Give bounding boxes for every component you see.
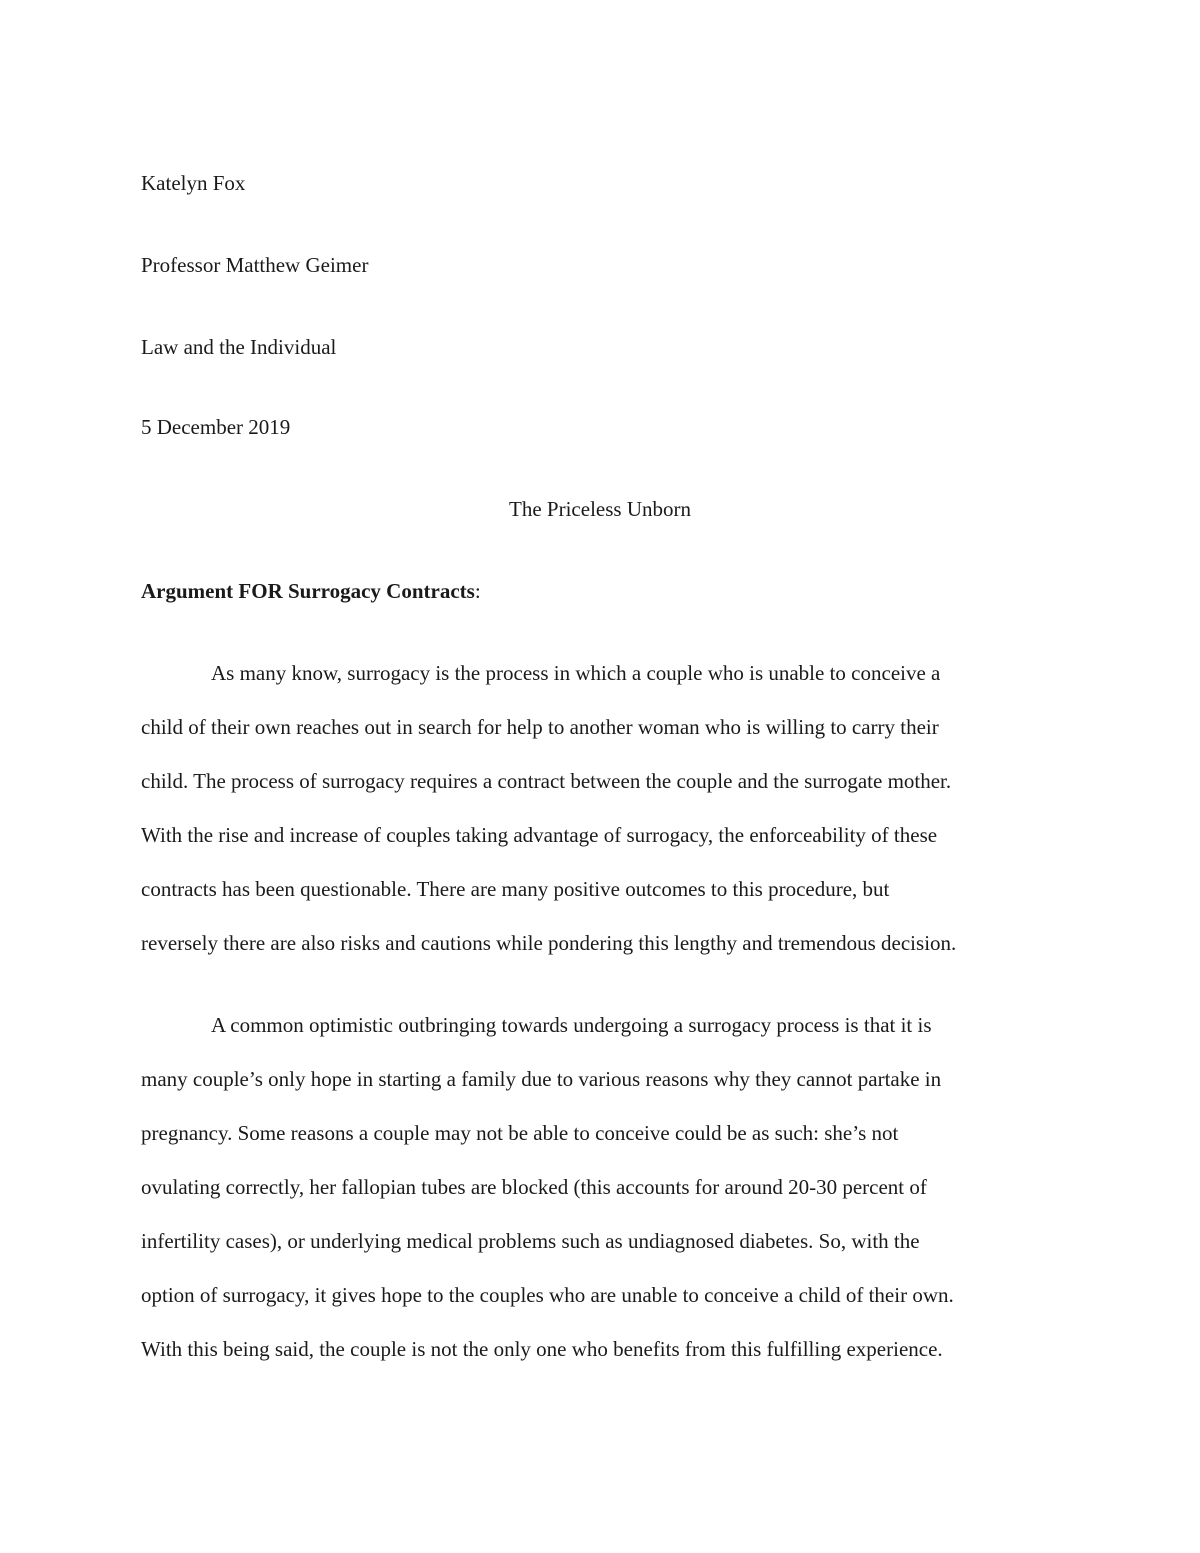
paragraph-line: infertility cases), or underlying medical problems such as undiagnosed diabetes. So, with the (141, 1229, 920, 1253)
paragraph-line: many couple’s only hope in starting a family due to various reasons why they cannot partake in (141, 1067, 942, 1091)
course-name: Law and the Individual (141, 335, 337, 359)
section-heading (141, 578, 481, 605)
section-heading-text: Argument FOR Surrogacy Contracts (141, 579, 475, 603)
paragraph-line: ovulating correctly, her fallopian tubes are blocked (this accounts for around 20-30 percent of (141, 1175, 927, 1199)
paragraph-line: With this being said, the couple is not the only one who benefits from this fulfilling experience. (141, 1337, 943, 1361)
section-heading-colon: : (474, 579, 481, 603)
paragraph-line: pregnancy. Some reasons a couple may not be able to conceive could be as such: she’s not (141, 1121, 899, 1145)
document-date: 5 December 2019 (141, 415, 291, 439)
paragraph-line: As many know, surrogacy is the process in which a couple who is unable to conceive a (211, 661, 941, 685)
paragraph-line: child of their own reaches out in search for help to another woman who is willing to carry their (141, 715, 939, 739)
paragraph-line: A common optimistic outbringing towards undergoing a surrogacy process is that it is (211, 1013, 932, 1037)
paragraph-line: option of surrogacy, it gives hope to the couples who are unable to conceive a child of their own. (141, 1283, 954, 1307)
paragraph-line: With the rise and increase of couples taking advantage of surrogacy, the enforceability of these (141, 823, 938, 847)
paragraph-line: reversely there are also risks and cautions while pondering this lengthy and tremendous decision. (141, 931, 957, 955)
document-title: The Priceless Unborn (509, 497, 691, 521)
paragraph-line: child. The process of surrogacy requires a contract between the couple and the surrogate mother. (141, 769, 952, 793)
author-name: Katelyn Fox (141, 171, 246, 195)
professor-name: Professor Matthew Geimer (141, 253, 369, 277)
paragraph-line: contracts has been questionable. There are many positive outcomes to this procedure, but (141, 877, 890, 901)
